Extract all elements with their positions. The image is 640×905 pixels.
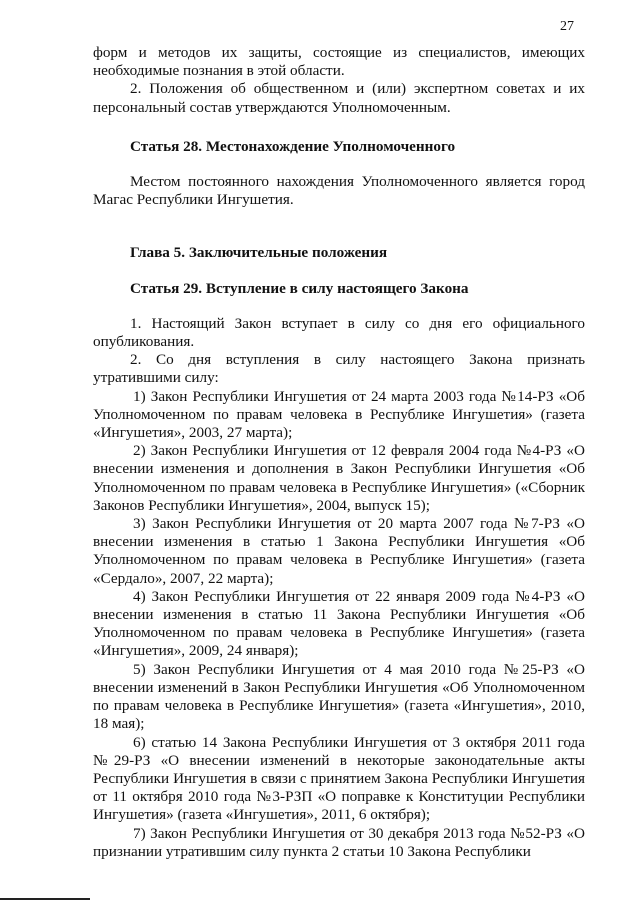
repealed-law-item-4: 4) Закон Республики Ингушетия от 22 января 2009 года №4-РЗ «О внесении изменения в статью 11 Закона Республики Ингушетия «Об Уполномоченном по правам человека в Республике Ингушетия» (газета «Ингушетия», 2009, 24 января); — [93, 587, 585, 660]
repealed-law-item-3: 3) Закон Республики Ингушетия от 20 марта 2007 года №7-РЗ «О внесении изменения в статью 1 Закона Республики Ингушетия «Об Уполномоченном по правам человека в Республике Ингушетия» (газета «Сердало», 2007, 22 марта); — [93, 515, 585, 587]
article-29-paragraph-2: 2. Со дня вступления в силу настоящего Закона признать утратившими силу: — [93, 351, 585, 387]
paragraph-councils: 2. Положения об общественном и (или) экспертном советах и их персональный состав утверждаются Уполномоченным. — [93, 80, 585, 116]
document-page — [93, 44, 585, 861]
chapter-5-heading: Глава 5. Заключительные положения — [130, 244, 388, 262]
repealed-law-item-7: 7) Закон Республики Ингушетия от 30 декабря 2013 года №52-РЗ «О признании утратившим силу пункта 2 статьи 10 Закона Республики — [93, 824, 585, 860]
article-28-text: Местом постоянного нахождения Уполномоченного является город Магас Республики Ингушетия. — [93, 173, 585, 209]
article-29-heading: Статья 29. Вступление в силу настоящего Закона — [130, 279, 469, 297]
scan-edge-line — [0, 898, 90, 900]
repealed-law-item-5: 5) Закон Республики Ингушетия от 4 мая 2010 года №25-РЗ «О внесении изменений в Закон Республики Ингушетия «Об Уполномоченном по правам человека в Республике Ингушетия» (газета «Ингушетия», 2010, 18 мая); — [93, 660, 585, 733]
repealed-law-item-2: 2) Закон Республики Ингушетия от 12 февраля 2004 года №4-РЗ «О внесении изменения и дополнения в Закон Республики Ингушетия «Об Уполномоченном по правам человека в Республике Ингушетия» («Сборник Законов Республики Ингушетия», 2004, выпуск 15); — [93, 442, 585, 514]
page-number: 27 — [560, 19, 574, 34]
paragraph-continuation: форм и методов их защиты, состоящие из специалистов, имеющих необходимые познания в этой области. — [93, 44, 585, 80]
repealed-law-item-1: 1) Закон Республики Ингушетия от 24 марта 2003 года №14-РЗ «Об Уполномоченном по правам человека в Республике Ингушетия» (газета «Ингушетия», 2003, 27 марта); — [93, 387, 585, 442]
repealed-law-item-6: 6) статью 14 Закона Республики Ингушетия от 3 октября 2011 года №29-РЗ «О внесении изменений в некоторые законодательные акты Республики Ингушетия в связи с принятием Закона Республики Ингушетия от 11 октября 2010 года №3-РЗП «О поправке к Конституции Республики Ингушетия» (газета «Ингушетия», 2011, 6 октября); — [93, 733, 585, 824]
article-29-paragraph-1: 1. Настоящий Закон вступает в силу со дня его официального опубликования. — [93, 314, 585, 351]
article-28-heading: Статья 28. Местонахождение Уполномоченного — [130, 137, 456, 155]
